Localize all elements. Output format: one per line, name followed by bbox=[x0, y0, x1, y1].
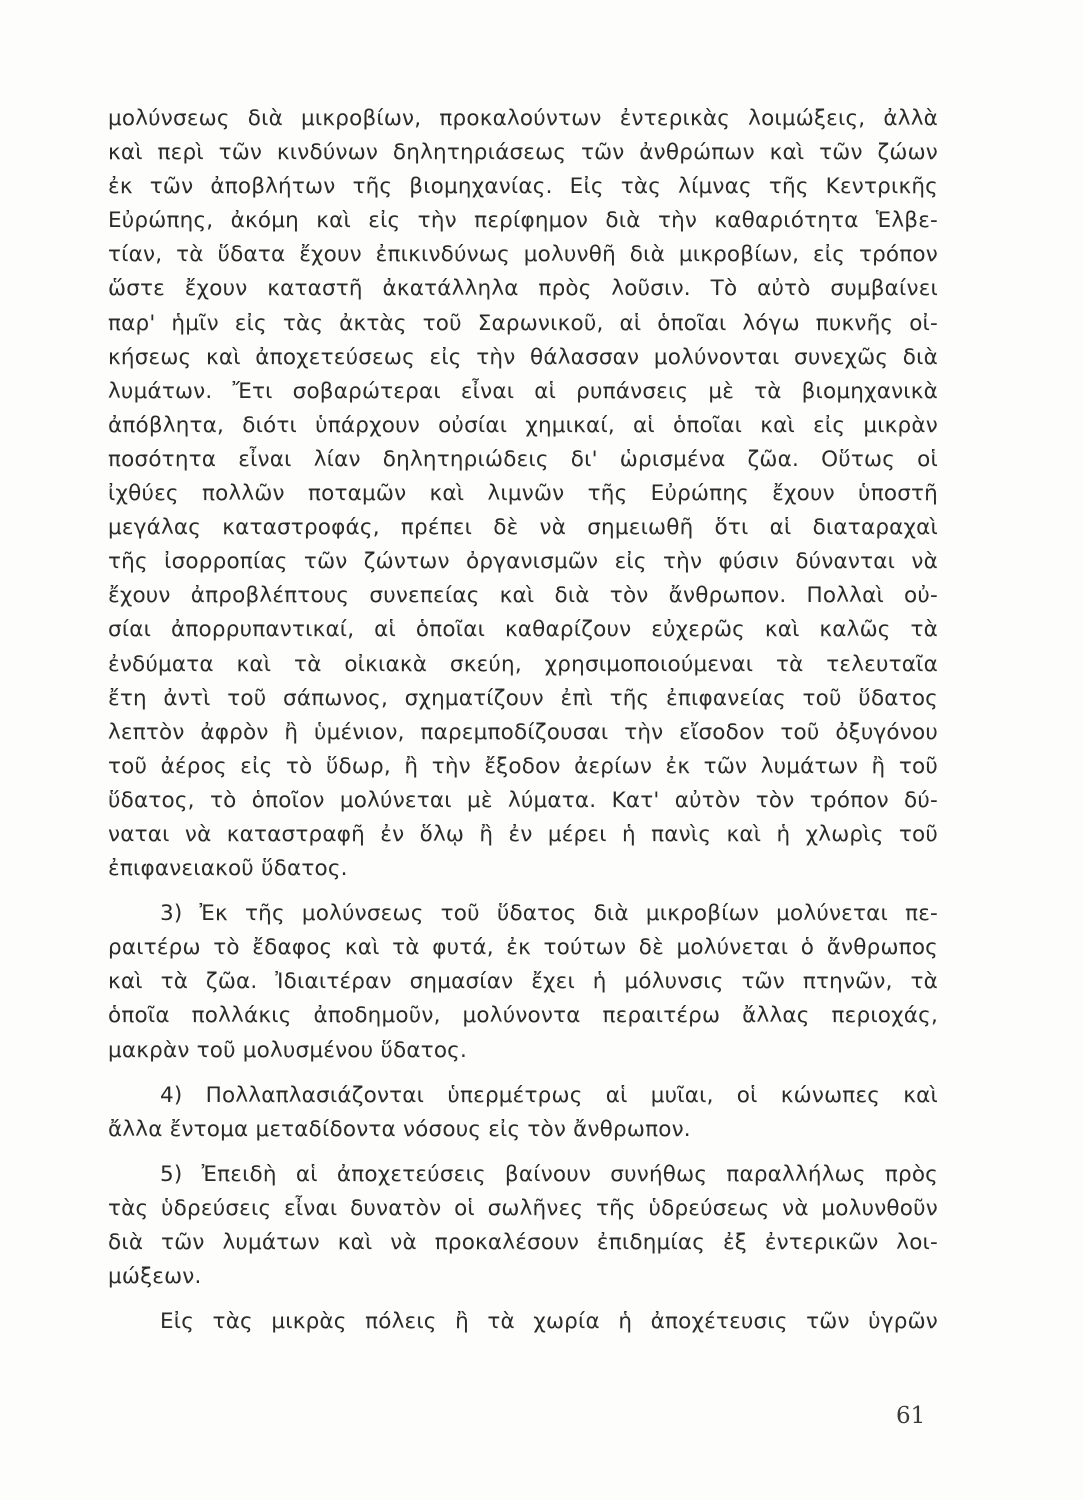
paragraph-4-line: ἄλλα ἔντομα μεταδίδοντα νόσους εἰς τὸν ἄνθρωπον. bbox=[108, 1116, 691, 1142]
paragraph-gap bbox=[108, 1294, 938, 1305]
paragraph-6-line: Εἰς τὰς μικρὰς πόλεις ἢ τὰ χωρία ἡ ἀποχέτευσις τῶν ὑγρῶν bbox=[160, 1309, 938, 1335]
body-text bbox=[108, 102, 938, 1339]
paragraph-gap bbox=[108, 1147, 938, 1158]
text-line: ἔτη ἀντὶ τοῦ σάπωνος, σχηματίζουν ἐπὶ τῆς ἐπιφανείας τοῦ ὕδατος bbox=[108, 685, 938, 711]
paragraph-gap bbox=[108, 886, 938, 897]
text-line: τίαν, τὰ ὕδατα ἔχουν ἐπικινδύνως μολυνθῆ διὰ μικροβίων, εἰς τρόπον bbox=[108, 242, 938, 268]
text-line: ἐκ τῶν ἀποβλήτων τῆς βιομηχανίας. Εἰς τὰς λίμνας τῆς Κεντρικῆς bbox=[108, 174, 938, 200]
text-line: τοῦ ἀέρος εἰς τὸ ὕδωρ, ἢ τὴν ἔξοδον ἀερίων ἐκ τῶν λυμάτων ἢ τοῦ bbox=[108, 753, 938, 779]
paragraph-3-line: μακρὰν τοῦ μολυσμένου ὕδατος. bbox=[108, 1037, 468, 1063]
text-line: μολύνσεως διὰ μικροβίων, προκαλούντων ἐντερικὰς λοιμώξεις, ἀλλὰ bbox=[108, 106, 938, 131]
text-line: Εὐρώπης, ἀκόμη καὶ εἰς τὴν περίφημον διὰ τὴν καθαριότητα Ἑλβε- bbox=[108, 208, 938, 234]
text-line: ὕδατος, τὸ ὁποῖον μολύνεται μὲ λύματα. Κατ' αὐτὸν τὸν τρόπον δύ- bbox=[108, 787, 938, 813]
text-line: τῆς ἰσορροπίας τῶν ζώντων ὀργανισμῶν εἰς τὴν φύσιν δύνανται νὰ bbox=[108, 549, 938, 575]
paragraph-3-line: 3) Ἐκ τῆς μολύνσεως τοῦ ὕδατος διὰ μικροβίων μολύνεται πε- bbox=[160, 901, 938, 927]
text-line: λυμάτων. Ἔτι σοβαρώτεραι εἶναι αἱ ρυπάνσεις μὲ τὰ βιομηχανικὰ bbox=[108, 378, 938, 404]
paragraph-3-line: ραιτέρω τὸ ἔδαφος καὶ τὰ φυτά, ἐκ τούτων δὲ μολύνεται ὁ ἄνθρωπος bbox=[108, 935, 938, 961]
text-line: ναται νὰ καταστραφῆ ἐν ὅλῳ ἢ ἐν μέρει ἡ πανὶς καὶ ἡ χλωρὶς τοῦ bbox=[108, 821, 938, 847]
text-line: ἐπιφανειακοῦ ὕδατος. bbox=[108, 856, 348, 882]
paragraph-3-line: ὁποῖα πολλάκις ἀποδημοῦν, μολύνοντα περαιτέρω ἄλλας περιοχάς, bbox=[108, 1003, 938, 1029]
paragraph-4-line: 4) Πολλαπλασιάζονται ὑπερμέτρως αἱ μυῖαι, οἱ κώνωπες καὶ bbox=[160, 1082, 938, 1108]
paragraph-3-line: καὶ τὰ ζῶα. Ἰδιαιτέραν σημασίαν ἔχει ἡ μόλυνσις τῶν πτηνῶν, τὰ bbox=[108, 969, 938, 995]
paragraph-5-line: τὰς ὑδρεύσεις εἶναι δυνατὸν οἱ σωλῆνες τῆς ὑδρεύσεως νὰ μολυνθοῦν bbox=[108, 1195, 938, 1221]
text-line: λεπτὸν ἀφρὸν ἢ ὑμένιον, παρεμποδίζουσαι τὴν εἴσοδον τοῦ ὀξυγόνου bbox=[108, 719, 938, 745]
text-line: μεγάλας καταστροφάς, πρέπει δὲ νὰ σημειωθῆ ὅτι αἱ διαταραχαὶ bbox=[108, 515, 938, 541]
text-line: κήσεως καὶ ἀποχετεύσεως εἰς τὴν θάλασσαν μολύνονται συνεχῶς διὰ bbox=[108, 344, 938, 370]
text-line: ἰχθύες πολλῶν ποταμῶν καὶ λιμνῶν τῆς Εὐρώπης ἔχουν ὑποστῆ bbox=[108, 481, 938, 507]
paragraph-5-line: 5) Ἐπειδὴ αἱ ἀποχετεύσεις βαίνουν συνήθως παραλλήλως πρὸς bbox=[160, 1161, 938, 1187]
text-line: ἔχουν ἀπροβλέπτους συνεπείας καὶ διὰ τὸν ἄνθρωπον. Πολλαὶ οὐ- bbox=[108, 583, 938, 609]
paragraph-5-line: μώξεων. bbox=[108, 1264, 202, 1290]
text-line: ἀπόβλητα, διότι ὑπάρχουν οὐσίαι χημικαί, αἱ ὁποῖαι καὶ εἰς μικρὰν bbox=[108, 412, 938, 438]
paragraph-gap bbox=[108, 1068, 938, 1079]
text-line: ἐνδύματα καὶ τὰ οἰκιακὰ σκεύη, χρησιμοποιούμεναι τὰ τελευταῖα bbox=[108, 651, 938, 677]
text-line: ποσότητα εἶναι λίαν δηλητηριώδεις δι' ὡρισμένα ζῶα. Οὕτως οἱ bbox=[108, 446, 938, 472]
text-line: σίαι ἀπορρυπαντικαί, αἱ ὁποῖαι καθαρίζουν εὐχερῶς καὶ καλῶς τὰ bbox=[108, 617, 938, 643]
paragraph-5-line: διὰ τῶν λυμάτων καὶ νὰ προκαλέσουν ἐπιδημίας ἐξ ἐντερικῶν λοι- bbox=[108, 1230, 938, 1255]
text-line: καὶ περὶ τῶν κινδύνων δηλητηριάσεως τῶν ἀνθρώπων καὶ τῶν ζώων bbox=[108, 140, 938, 166]
text-line: παρ' ἡμῖν εἰς τὰς ἀκτὰς τοῦ Σαρωνικοῦ, αἱ ὁποῖαι λόγω πυκνῆς οἰ- bbox=[108, 310, 938, 336]
page-number: 61 bbox=[896, 1403, 926, 1429]
text-line: ὥστε ἔχουν καταστῆ ἀκατάλληλα πρὸς λοῦσιν. Τὸ αὐτὸ συμβαίνει bbox=[108, 276, 938, 302]
